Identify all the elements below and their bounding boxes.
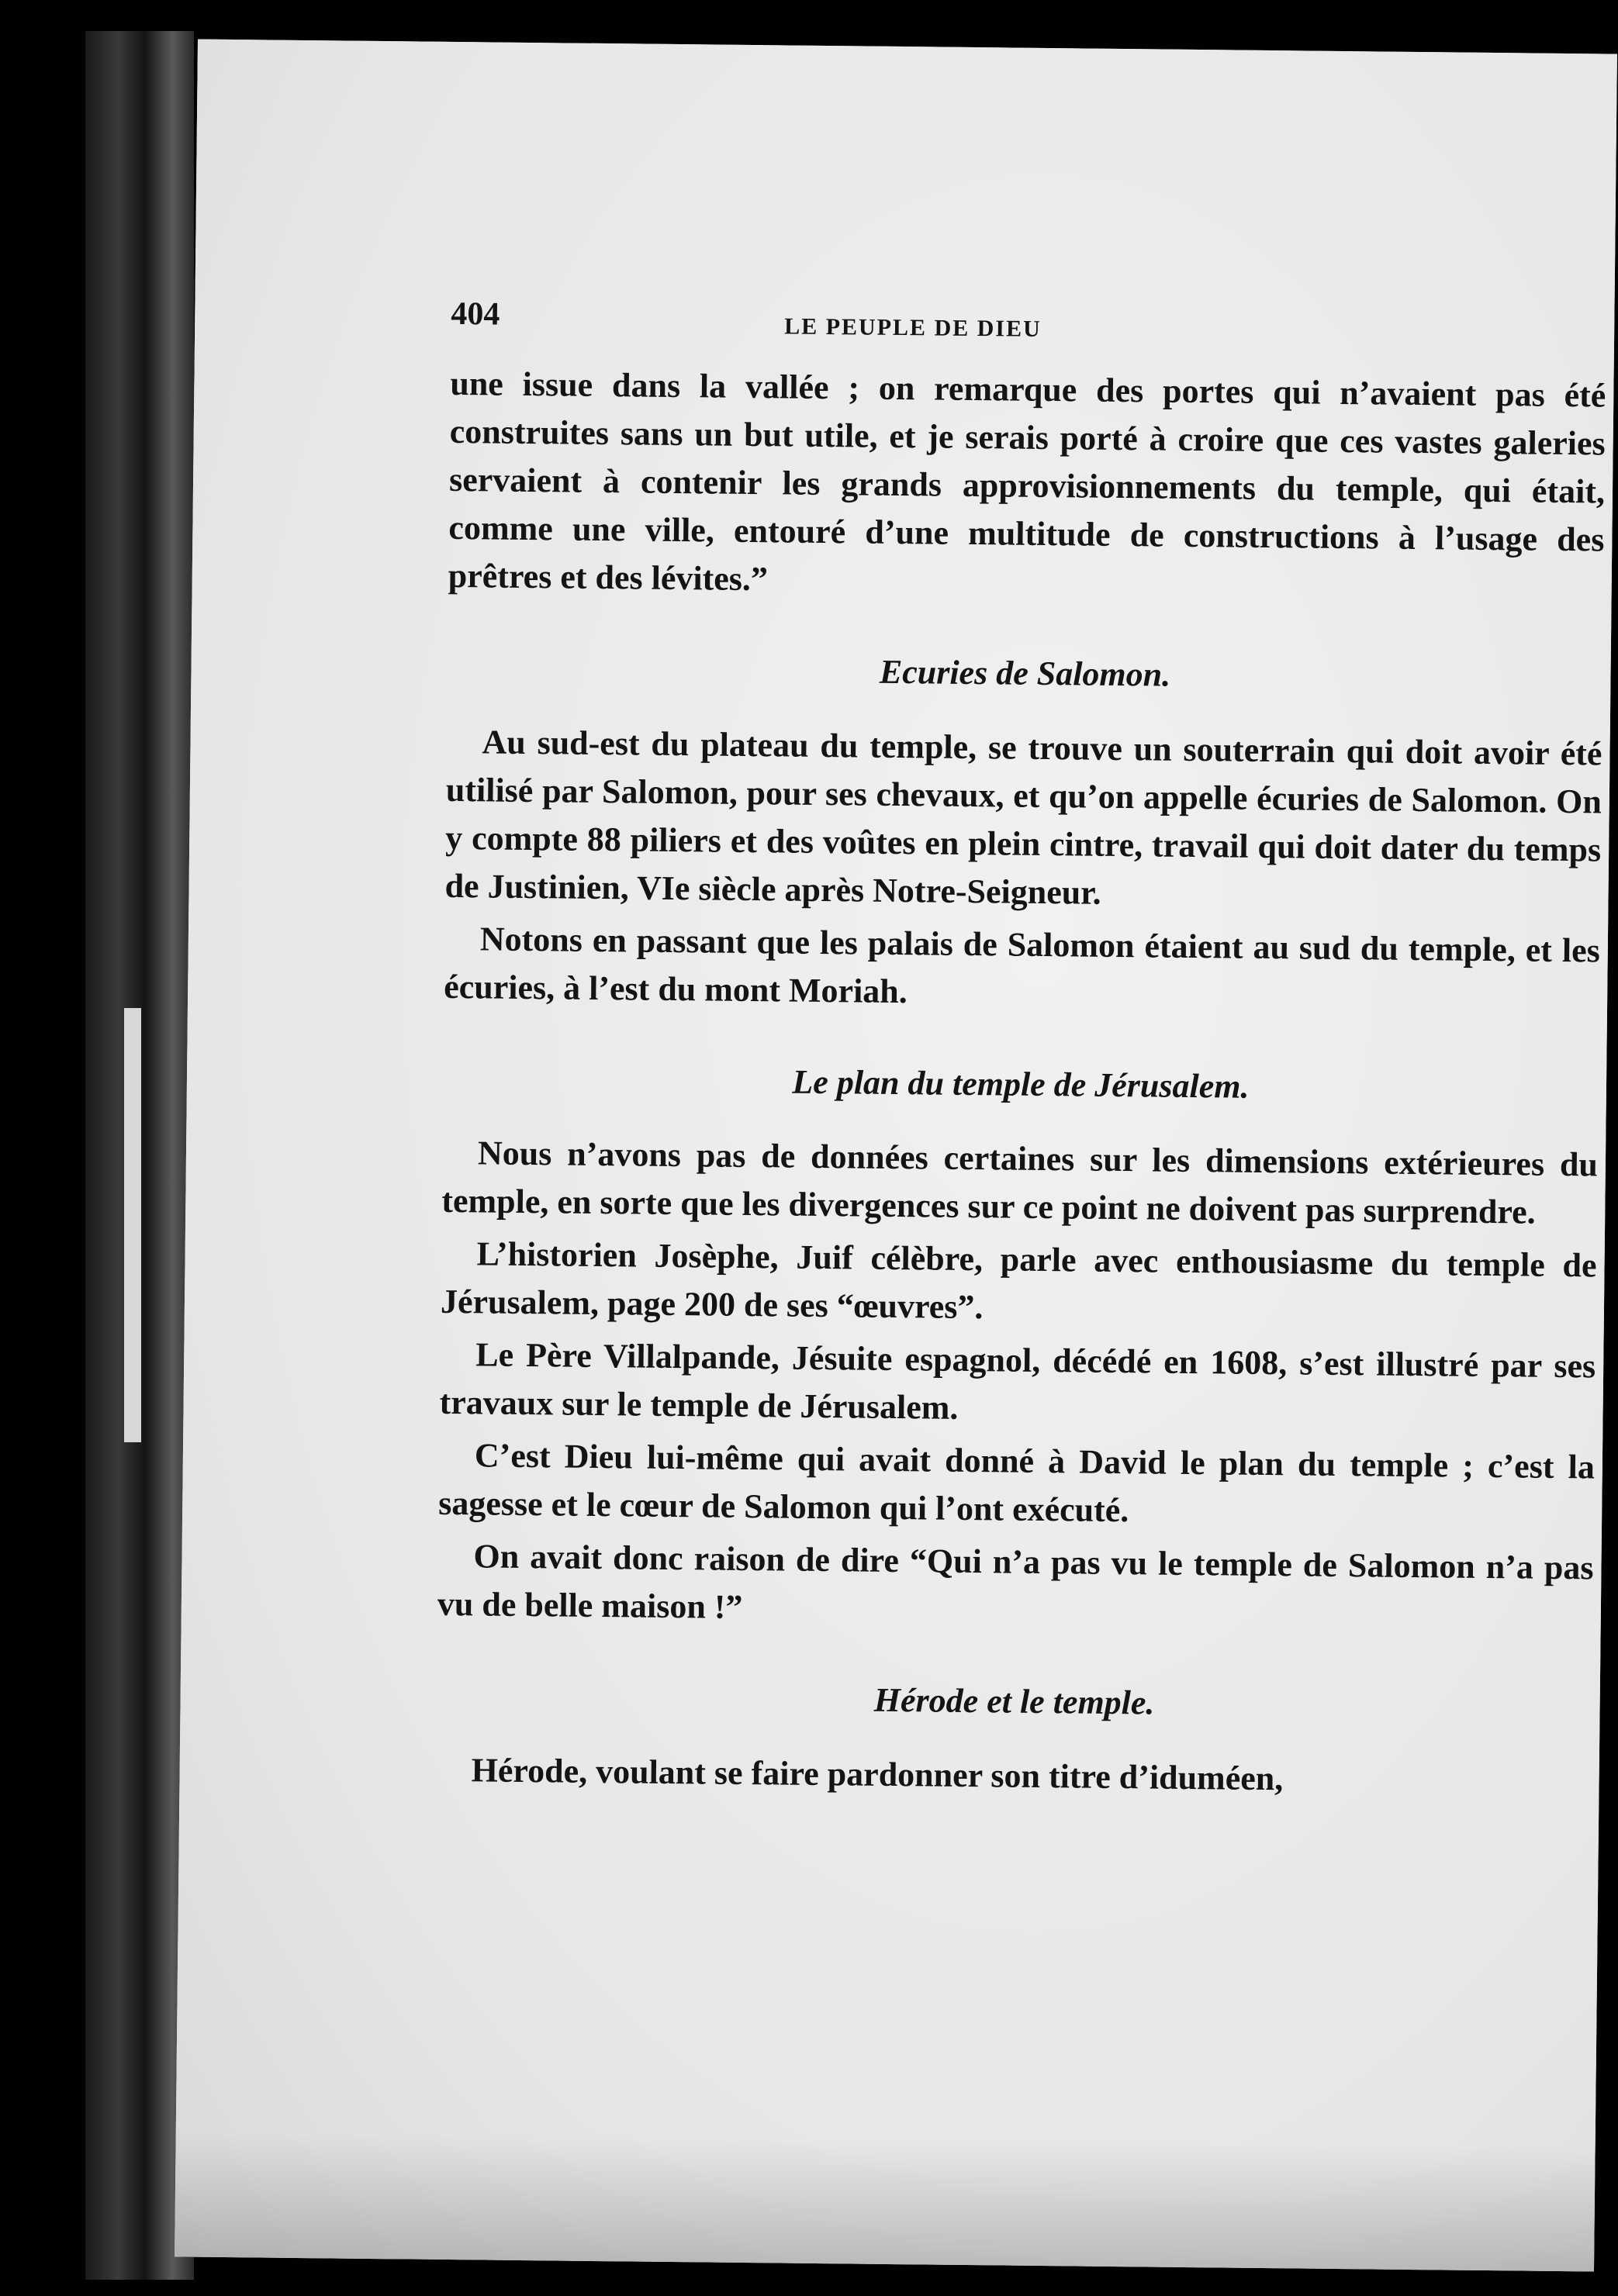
book-page bbox=[175, 39, 1617, 2271]
paragraph-belle-maison: On avait donc raison de dire “Qui n’a pas vu le temple de Salomon n’a pas vu de belle maison !” bbox=[437, 1537, 1594, 1626]
page-header bbox=[451, 282, 1607, 357]
paragraph-continued: une issue dans la vallée ; on remarque des portes qui n’avaient pas été construites sans un but utile, et je serais porté à croire que ces vastes galeries servaient à contenir les grands approvisionnements du temple, qui était, comme une ville, entouré d’une multitude de constructions à l’usage des prêtres et des lévites.” bbox=[448, 364, 1606, 599]
paragraph-josephe: L’historien Josèphe, Juif célèbre, parle avec enthousiasme du temple de Jérusalem, page 200 de ses “œuvres”. bbox=[440, 1234, 1597, 1327]
paragraph-herode: Hérode, voulant se faire pardonner son titre d’iduméen, bbox=[471, 1751, 1284, 1798]
section-heading-plan: Le plan du temple de Jérusalem. bbox=[792, 1062, 1250, 1106]
paragraph-dieu-david: C’est Dieu lui-même qui avait donné à David le plan du temple ; c’est la sagesse et le cœur de Salomon qui l’ont exécuté. bbox=[438, 1436, 1596, 1530]
section-heading-ecuries: Ecuries de Salomon. bbox=[879, 652, 1171, 694]
paragraph-souterrain: Au sud-est du plateau du temple, se trouve un souterrain qui doit avoir été utilisé par Salomon, pour ses chevaux, et qu’on appelle écuries de Salomon. On y compte 88 piliers et des voûtes en plein cintre, travail qui doit dater du temps de Justinien, VIe siècle après Notre-Seigneur. bbox=[444, 723, 1602, 912]
binding-highlight bbox=[124, 1008, 141, 1442]
running-head: LE PEUPLE DE DIEU bbox=[784, 313, 1042, 342]
paragraph-villalpande: Le Père Villalpande, Jésuite espagnol, décédé en 1608, s’est illustré par ses travaux sur le temple de Jérusalem. bbox=[439, 1335, 1596, 1427]
section-heading-herode: Hérode et le temple. bbox=[873, 1680, 1155, 1722]
paragraph-dimensions: Nous n’avons pas de données certaines sur les dimensions extérieures du temple, en sorte que les divergences sur ce point ne doivent pas surprendre. bbox=[441, 1134, 1599, 1231]
page-shadow bbox=[175, 2132, 1596, 2271]
page-number: 404 bbox=[451, 295, 500, 333]
text-block bbox=[435, 282, 1606, 1806]
paragraph-palais: Notons en passant que les palais de Salomon étaient au sud du temple, et les écuries, à l’est du mont Moriah. bbox=[443, 920, 1601, 1011]
